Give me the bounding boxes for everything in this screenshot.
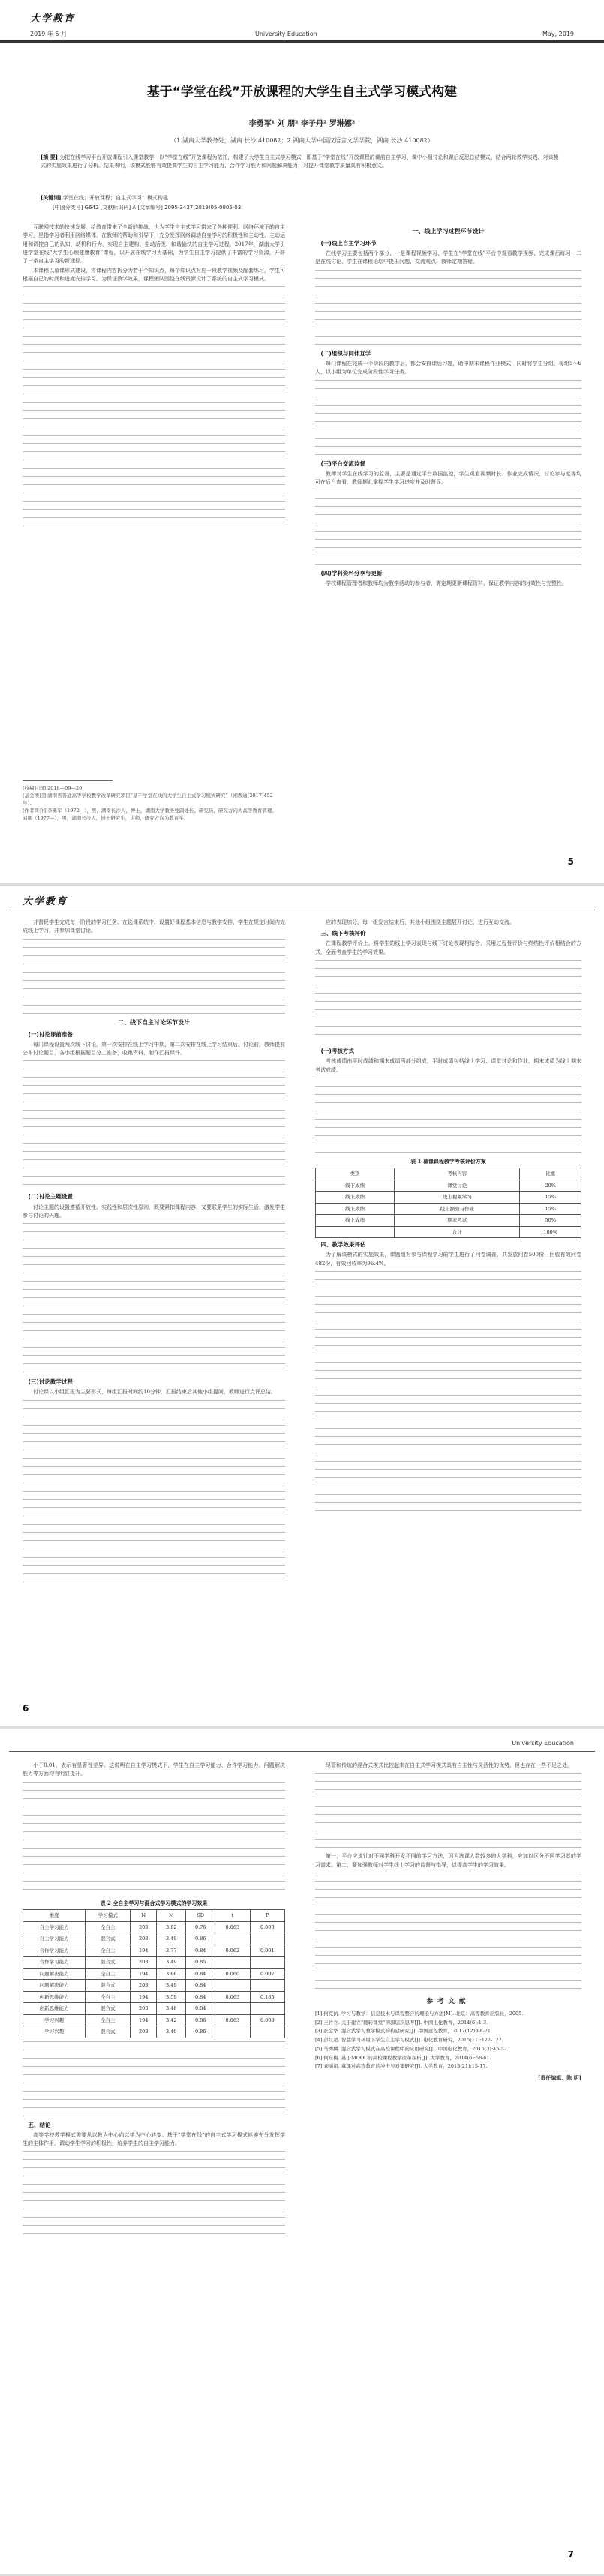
page-number: 6 [23,1703,29,1714]
journal-logo: 大学教育 [30,13,76,25]
table-row [23,1957,285,1969]
table-caption: 表 2 全自主学习与混合式学习模式的学习效果 [100,1899,208,1906]
table-header: 类别 [316,1168,395,1180]
table-cell: 3.49 [157,1980,186,1992]
table-cell: 100% [520,1226,581,1238]
references-list [315,2011,581,2071]
reference-item: [5] 马秀麟. 混合式学习模式在高校课程中的应用研究[J]. 中国电化教育，2015(3):45-52. [315,2045,509,2052]
table-cell: 194 [131,1945,157,1957]
subsection-heading: (三)平台交流监督 [320,460,365,467]
reference-item: [1] 何克抗. 学习与教学：信息技术与课程整合的理论与方法[M]. 北京：高等教育出版社，2005. [315,2010,524,2017]
paragraph: 在课程教学评价上，将学生的线上学习表现与线下讨论表现相结合，采用过程性评价与终结性评价相结合的方式，全面考查学生的学习效果。 [315,940,581,955]
paragraph: 为了解该模式的实施效果，课题组对参与课程学习的学生进行了问卷调查，共发放问卷500份，回收有效问卷482份，有效回收率为96.4%。 [315,1252,581,1267]
table-cell [250,1933,284,1945]
table-cell [215,2003,250,2015]
table-header: P [250,1909,284,1921]
table-cell: 0.000 [250,1921,284,1933]
body-text-block [23,1223,285,1373]
paragraph: 每门课程设置两次线下讨论，第一次安排在线上学习中期，第二次安排在线上学习结束后。讨论前，教师提前公布讨论题目，各小组根据题目分工准备，收集资料、制作汇报课件。 [23,1041,285,1057]
table-cell: 0.84 [186,2003,215,2015]
table-cell: 问题解决能力 [23,1968,86,1980]
paragraph: 第一，平台应该针对不同学科开发不同的学习方法，因为选课人数较多的大学科，应加以区分不同学习者的学习需求。第二，要加强教师对学生线上学习的监督与指导，以提高学生的学习效果。 [315,1853,581,1868]
responsible-editor: [责任编辑：陈 明] [537,2074,581,2081]
subsection-heading: 三、线下考核评价 [320,930,366,937]
table-cell: 0.76 [186,1921,215,1933]
header-rule [9,1751,595,1752]
table-cell: 期末考试 [395,1215,520,1227]
table-row [23,2003,285,2015]
keywords-text: 学堂在线；开放课程；自主式学习；模式构建 [62,195,168,201]
subsection-heading: (二)组织与同伴互学 [320,349,371,357]
journal-logo: 大学教育 [23,896,68,907]
table-header: SD [186,1909,215,1921]
table-cell: 203 [131,1980,157,1992]
subsection-heading: 四、教学效果评估 [320,1241,366,1249]
table-row [316,1180,581,1192]
table-row [23,2014,285,2026]
table-row [316,1226,581,1238]
table-cell: 课堂讨论 [395,1180,520,1192]
paragraph: 学校课程管理者和教师均为教学活动的参与者，需定期更新课程资料，保证教学内容的时效性与完整性。 [326,580,567,587]
body-text-block [315,380,581,455]
subsection-heading: (一)线上自主学习环节 [320,239,377,247]
body-text-block [23,1400,285,1588]
keywords [41,193,563,202]
table-cell: 合作学习能力 [23,1957,86,1969]
reference-item: [7] 刘丽娟. 慕课对高等教育的冲击与对策研究[J]. 大学教育，2013(21):15-17. [315,2063,488,2070]
table-cell [250,1980,284,1992]
paragraph: 互联网技术的快速发展，给教育带来了全新的挑战，也为学生自主式学习带来了各种便利。网络环境下的自主学习，是指学习者利用网络媒体，在教师的帮助和引导下，充分发挥网络调动自身学习的积极性和主动性，主动运用和调控自己的认知、动机和行为，实现自主建构、生动活泼、和谐愉快的自主学习过程。2017年，湖南大学引进学堂在线“大学生心理健康教育”课程，以开展在线学习为基础，为学生自主学习提供了丰富的学习资源，开辟了一条自主学习的新途径。 [23,224,285,265]
table-row [316,1203,581,1215]
table-cell: 混合式 [86,2003,131,2015]
paragraph: 应的表现加分，每一组发言结束后，其他小组围绕主题展开讨论，进行互动交流。 [326,919,515,925]
table-cell: 3.59 [157,1991,186,2003]
table-cell: 3.82 [157,1921,186,1933]
footnote-received: [收稿时间] 2018—09—20 [23,785,83,791]
table-cell: 合计 [395,1226,520,1238]
page3-left-column [23,1762,285,2245]
table-header-row [316,1168,581,1180]
table-cell: 线下成绩 [316,1180,395,1192]
body-text-block [315,1271,581,1519]
table-cell: 全自主 [86,1921,131,1933]
table-cell: 创新思维能力 [23,1991,86,2003]
article-authors: 李勇军¹ 刘 朋² 李子丹² 罗琳娜² [248,120,356,128]
article-title: 基于“学堂在线”开放课程的大学生自主式学习模式构建 [146,85,458,100]
paragraph: 小于0.01，表示有显著性差异。这说明在自主学习模式下，学生在自主学习能力、合作学习能力、问题解决能力等方面均有明显提升。 [23,1762,285,1777]
body-text-block [23,286,285,534]
subsection-heading: (一)讨论课前准备 [28,1030,73,1038]
table-row [23,1991,285,2003]
table-cell: 0.85 [186,1957,215,1969]
footnote-funding: [基金项目] 湖南省普通高等学校教学改革研究项目“基于学堂在线的大学生自主式学习模式研究”（湘教通[2017]452号）。 [23,793,273,807]
table-cell: 3.49 [157,1933,186,1945]
page2-left-column [23,919,285,1592]
table-cell: 全自主 [86,1968,131,1980]
table-cell: 3.40 [157,2026,186,2038]
paragraph: 教师对学生在线学习的监督，主要是通过平台数据监控，学生观看视频时长、作业完成情况、讨论参与度等均可在后台查看，教师据此掌握学生学习进度并及时督促。 [315,470,581,486]
abstract-label: [摘 要] [41,154,59,160]
table-row [23,1933,285,1945]
table-header: t [215,1909,250,1921]
paragraph: 在线学习主要包括两个部分，一是课程视频学习，学生在“学堂在线”平台中观看教学视频，完成课后练习；二是在线讨论，学生在课程论坛中提出问题、交流观点，教师定期答疑。 [315,250,581,265]
body-text-block [23,1782,285,1894]
table-cell: 3.49 [157,1957,186,1969]
section-heading: 一、线上学习过程环节设计 [412,228,485,235]
table-cell: 线上视频学习 [395,1192,520,1204]
table-cell [250,2003,284,2015]
table-cell [250,2026,284,2038]
paragraph: 并督促学生完成每一阶段的学习任务。在选课系统中，设置好课程基本信息与教学安排，学生在规定时间内完成线上学习，并参加课堂讨论。 [23,919,285,934]
table-cell: 194 [131,2014,157,2026]
table-cell: 203 [131,1933,157,1945]
table-header: 维度 [23,1909,86,1921]
paragraph: 尽管和传统的混合式模式比较起来在自主式学习模式具有自主性与灵活性的优势，但也存在一些不足之处。 [326,1762,572,1768]
table-cell: 混合式 [86,1980,131,1992]
table-cell: 3.77 [157,1945,186,1957]
table-cell: 0.063 [215,1921,250,1933]
table-cell: 合作学习能力 [23,1945,86,1957]
subsection-heading: (三)讨论教学过程 [28,1378,73,1386]
reference-item: [6] 何东梅. 基于MOOC的高校课程教学改革探析[J]. 大学教育，2014(6):58-61. [315,2054,491,2061]
table-cell: 自主学习能力 [23,1921,86,1933]
paragraph: 本课程以慕课形式建设，将课程内容拆分为若干个知识点，每个知识点对应一段教学视频及配套练习，学生可根据自己的时间和进度安排学习。为保证教学效果，课程团队围绕在线资源设计了系统的自主式学习模式。 [23,267,285,282]
table-cell: 0.86 [186,2026,215,2038]
header-rule [0,40,604,43]
table-cell: 0.000 [250,2014,284,2026]
table-cell: 线上测验与作业 [395,1203,520,1215]
table-cell: 学习兴趣 [23,2014,86,2026]
page1-left-column [23,223,285,538]
table-cell: 线上成绩 [316,1215,395,1227]
keywords-label: [关键词] [41,194,62,201]
table-cell: 203 [131,1957,157,1969]
page-number: 7 [567,2549,574,2560]
body-text-block [315,1773,581,1848]
table-cell: 混合式 [86,1957,131,1969]
header-journal-en: University Education [512,1740,574,1747]
table-cell: 全自主 [86,2014,131,2026]
table-row [23,1945,285,1957]
page-1 [0,0,604,886]
footnote-author-bio: [作者简介] 李勇军（1972—），男，湖南长沙人，博士，湖南大学教务处副处长、研究员，研究方向为高等教育管理。刘朋（1977—），男，湖南长沙人，博士研究生，讲师，研究方向为教育学。 [23,808,277,822]
table-cell: 15% [520,1203,581,1215]
table-row [23,1921,285,1933]
reference-item: [4] 彭红超. 智慧学习环境下学生自主学习模式[J]. 电化教育研究，2015(11):122-127. [315,2037,503,2043]
table-caption: 表 1 慕课课程教学考核评价方案 [410,1157,486,1165]
table-cell: 0.84 [186,1991,215,2003]
paragraph: 每门课程在完成一个阶段的教学后，都会安排课后习题，助中期末课程作业模式，同时将学生分组，每组5～6人，以小组为单位完成阶段性学习任务。 [315,360,581,376]
reference-item: [2] 王竹立. 关于建立“翻转课堂”的深层次思考[J]. 中国电化教育，2014(6):1-3. [315,2019,488,2026]
table-cell: 0.86 [186,2014,215,2026]
section-heading: 二、线下自主讨论环节设计 [118,1018,190,1026]
footnotes [23,784,281,822]
table-cell: 15% [520,1192,581,1204]
paragraph: 考核成绩由平时成绩和期末成绩两部分组成，平时成绩包括线上学习、课堂讨论和作业，期末成绩为线上期末考试成绩。 [315,1058,581,1073]
table-cell: 创新思维能力 [23,2003,86,2015]
table-cell: 3.48 [157,2003,186,2015]
table-cell: 0.84 [186,1980,215,1992]
table-header: 学习模式 [86,1909,131,1921]
table-cell: 194 [131,1991,157,2003]
footnote-rule [23,780,113,781]
table-cell: 0.060 [215,1968,250,1980]
table-cell: 全自主 [86,1991,131,2003]
table-cell: 学习兴趣 [23,2026,86,2038]
table-cell: 0.185 [250,1991,284,2003]
page3-right-column [315,1762,581,2082]
table-cell: 0.062 [215,1945,250,1957]
table-cell: 自主学习能力 [23,1933,86,1945]
body-text-block [23,2151,285,2241]
table-cell: 194 [131,1968,157,1980]
table-cell [215,1980,250,1992]
reference-item: [3] 张金华. 混合式学习教学模式的构建研究[J]. 中国远程教育，2017(12):68-71. [315,2028,493,2035]
page1-right-column [315,223,581,589]
abstract [41,153,563,170]
header-date-cn: 2019 年 5 月 [30,31,68,37]
table-cell: 0.007 [250,1968,284,1980]
table-cell [316,1226,395,1238]
table-cell: 问题解决能力 [23,1980,86,1992]
classification-line: [中图分类号] G642 [文献标识码] A [文章编号] 2095-3437(2019)05-0005-03 [53,205,242,211]
body-text-block [315,960,581,1042]
body-text-block [315,490,581,565]
paragraph: 讨论课以小组汇报为主要形式，每组汇报时间约10分钟，汇报结束后其他小组提问，教师进行点评总结。 [33,1389,276,1396]
results-table [23,1909,285,2038]
table-header-row [23,1909,285,1921]
table-header: 考核内容 [395,1168,520,1180]
page-2 [0,886,604,1729]
subsection-heading: (四)学科资料分享与更新 [320,570,383,577]
table-cell [215,1957,250,1969]
table-cell: 0.84 [186,1968,215,1980]
abstract-text: 为把在线学习平台开放课程引入课堂教学，以“学堂在线”开放课程为依托，构建了大学生自主式学习模式，即基于“学堂在线”开放课程的课前自主学习、课中小组讨论和课后反思总结模式。结合两轮教学实践，对该模式的实施效果进行了分析。结果表明，该模式能够有效提高学生的自主学习能力、合作学习能力和问题解决能力，对提升课堂教学质量具有积极意义。 [41,154,559,169]
table-cell: 0.063 [215,1991,250,2003]
table-cell: 0.063 [215,2014,250,2026]
subsection-heading: (一)考核方式 [320,1048,354,1055]
table-row [23,2026,285,2038]
table-cell [250,1957,284,1969]
table-cell: 线上成绩 [316,1203,395,1215]
table-cell: 混合式 [86,1933,131,1945]
table-cell: 混合式 [86,2026,131,2038]
references-heading: 参考文献 [426,1997,470,2005]
table-row [23,1968,285,1980]
table-row [23,1980,285,1992]
article-affiliation: （1.湖南大学教务处，湖南 长沙 410082；2.湖南大学中国汉语言文学学院，湖南 长沙 410082） [170,137,434,144]
page2-right-column [315,919,581,1523]
table-cell [215,2026,250,2038]
body-text-block [315,1873,581,1993]
page-3 [0,1729,604,2576]
table-cell: 0.84 [186,1945,215,1957]
subsection-heading: 五、结论 [28,2121,51,2128]
table-cell [215,1933,250,1945]
table-row [316,1215,581,1227]
table-cell: 20% [520,1180,581,1192]
assessment-table [315,1168,581,1238]
table-cell: 0.86 [186,1933,215,1945]
table-cell: 203 [131,2003,157,2015]
table-cell: 3.66 [157,1968,186,1980]
subsection-heading: (二)讨论主题设置 [28,1193,73,1201]
body-text-block [315,270,581,345]
table-cell: 203 [131,1921,157,1933]
table-cell: 全自主 [86,1945,131,1957]
header-journal-en: University Education [255,31,317,37]
body-text-block [23,939,285,1014]
table-cell: 203 [131,2026,157,2038]
table-header: 比重 [520,1168,581,1180]
body-text-block [23,1060,285,1188]
header-date-en: May, 2019 [542,31,574,37]
table-header: N [131,1909,157,1921]
table-row [316,1192,581,1204]
body-text-block [315,1078,581,1153]
table-header: M [157,1909,186,1921]
paragraph: 高等学校教学模式需要从以教为中心向以学为中心转变。基于“学堂在线”的自主式学习模式能够充分发挥学生的主体作用，调动学生学习的积极性，培养学生的自主学习能力。 [23,2131,285,2147]
table-cell: 50% [520,1215,581,1227]
table-cell: 3.42 [157,2014,186,2026]
paragraph: 讨论主题的设置遵循开放性、实践性和层次性原则，既要紧扣课程内容，又要联系学生的实际生活，激发学生参与讨论的兴趣。 [23,1204,285,1219]
table-cell: 0.001 [250,1945,284,1957]
body-text-block [23,2041,285,2116]
page-number: 5 [567,856,574,867]
table-cell: 线上成绩 [316,1192,395,1204]
